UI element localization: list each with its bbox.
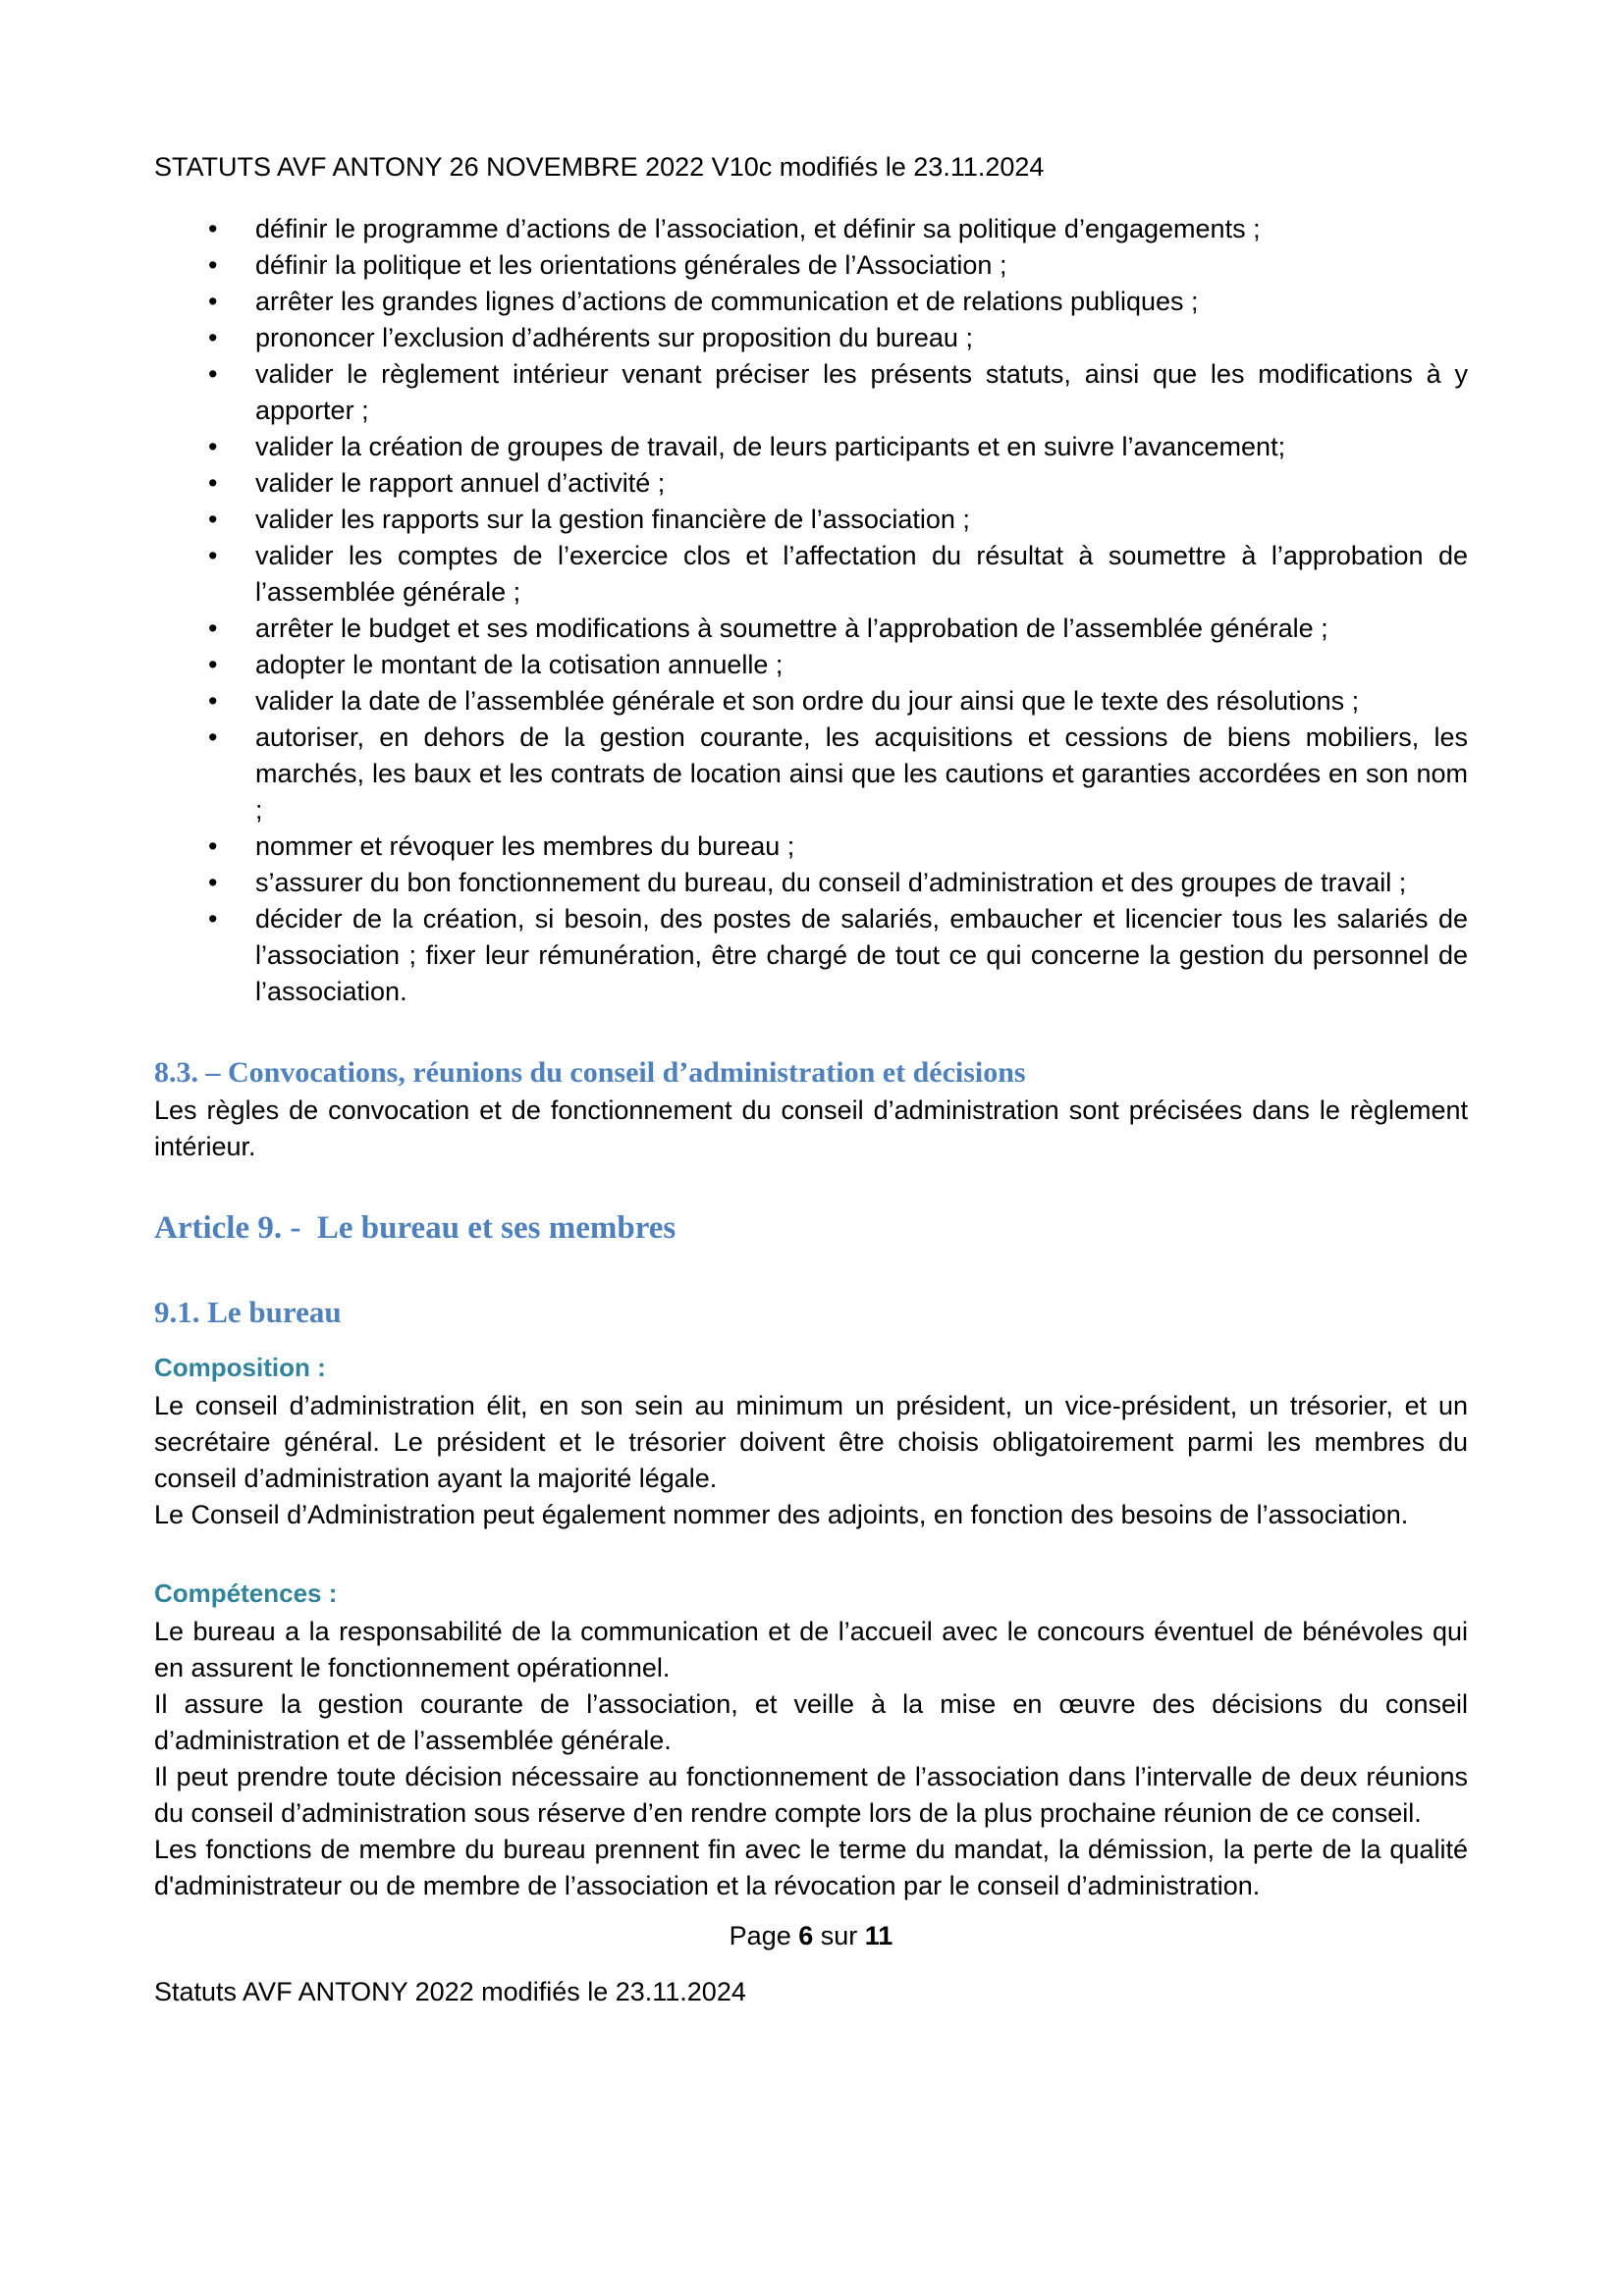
- list-item: [208, 247, 1468, 284]
- responsibilities-bullet-list: [154, 211, 1468, 1010]
- page-number-separator: sur: [813, 1921, 865, 1950]
- bullet-marker: •: [208, 722, 218, 752]
- document-header-title: STATUTS AVF ANTONY 26 NOVEMBRE 2022 V10c modifiés le 23.11.2024: [154, 152, 1045, 182]
- list-item-text: s’assurer du bon fonctionnement du bureau, du conseil d’administration et des groupes de travail ;: [255, 868, 1407, 897]
- competences-paragraph: Les fonctions de membre du bureau prennent fin avec le terme du mandat, la démission, la perte de la qualité d'administrateur ou de membre de l’association et la révocation par le conseil d’administration.: [154, 1835, 1468, 1900]
- list-item: [208, 284, 1468, 320]
- list-item-text: valider les rapports sur la gestion financière de l’association ;: [255, 505, 970, 534]
- list-item: [208, 611, 1468, 647]
- list-item: [208, 320, 1468, 356]
- list-item-text: décider de la création, si besoin, des postes de salariés, embaucher et licencier tous les salariés de l’association ; fixer leur rémunération, être chargé de tout ce qui concerne la gestion du personnel de l’association.: [255, 904, 1468, 1006]
- section-heading-9-1: 9.1. Le bureau: [154, 1295, 342, 1329]
- total-page-number: 11: [864, 1921, 893, 1950]
- bullet-marker: •: [208, 650, 218, 679]
- competences-label: Compétences :: [154, 1578, 338, 1608]
- competences-paragraph: Il assure la gestion courante de l’association, et veille à la mise en œuvre des décisions du conseil d’administration et de l’assemblée générale.: [154, 1689, 1468, 1755]
- page-number-prefix: Page: [729, 1921, 799, 1950]
- list-item-text: arrêter le budget et ses modifications à soumettre à l’approbation de l’assemblée générale ;: [255, 614, 1328, 643]
- list-item-text: valider la création de groupes de travail, de leurs participants et en suivre l’avancement;: [255, 432, 1286, 461]
- bullet-marker: •: [208, 323, 218, 352]
- list-item-text: valider la date de l’assemblée générale et son ordre du jour ainsi que le texte des résolutions ;: [255, 686, 1360, 716]
- list-item-text: définir le programme d’actions de l’association, et définir sa politique d’engagements ;: [255, 214, 1261, 243]
- list-item: [208, 429, 1468, 465]
- bullet-marker: •: [208, 359, 218, 389]
- list-item: [208, 465, 1468, 502]
- bullet-marker: •: [208, 868, 218, 897]
- document-footer-note: Statuts AVF ANTONY 2022 modifiés le 23.11.2024: [154, 1977, 746, 2006]
- list-item-text: adopter le montant de la cotisation annuelle ;: [255, 650, 784, 679]
- list-item-text: arrêter les grandes lignes d’actions de communication et de relations publiques ;: [255, 287, 1199, 316]
- bullet-marker: •: [208, 432, 218, 461]
- list-item-text: valider les comptes de l’exercice clos et l’affectation du résultat à soumettre à l’approbation de l’assemblée générale ;: [255, 541, 1468, 607]
- list-item: [208, 538, 1468, 611]
- list-item-text: autoriser, en dehors de la gestion courante, les acquisitions et cessions de biens mobiliers, les marchés, les baux et les contrats de location ainsi que les cautions et garanties accordées en son nom ;: [255, 722, 1468, 825]
- bullet-marker: •: [208, 831, 218, 861]
- section-8-3-paragraph: Les règles de convocation et de fonctionnement du conseil d’administration sont précisées dans le règlement intérieur.: [154, 1095, 1468, 1161]
- list-item-text: valider le règlement intérieur venant préciser les présents statuts, ainsi que les modifications à y apporter ;: [255, 359, 1468, 425]
- list-item: [208, 828, 1468, 865]
- page-number-line: [154, 1918, 1468, 1954]
- bullet-marker: •: [208, 614, 218, 643]
- competences-paragraph: Il peut prendre toute décision nécessaire au fonctionnement de l’association dans l’intervalle de deux réunions du conseil d’administration sous réserve d’en rendre compte lors de la plus prochaine réunion de ce conseil.: [154, 1762, 1468, 1828]
- bullet-marker: •: [208, 541, 218, 570]
- bullet-marker: •: [208, 214, 218, 243]
- current-page-number: 6: [798, 1921, 814, 1950]
- list-item: [208, 720, 1468, 828]
- bullet-marker: •: [208, 505, 218, 534]
- bullet-marker: •: [208, 904, 218, 934]
- article-9-heading: Article 9. - Le bureau et ses membres: [154, 1210, 676, 1246]
- bullet-marker: •: [208, 287, 218, 316]
- section-heading-8-3: 8.3. – Convocations, réunions du conseil d’administration et décisions: [154, 1056, 1026, 1089]
- list-item: [208, 647, 1468, 683]
- list-item-text: nommer et révoquer les membres du bureau ;: [255, 831, 795, 861]
- bullet-marker: •: [208, 250, 218, 280]
- list-item: [208, 865, 1468, 901]
- list-item-text: prononcer l’exclusion d’adhérents sur proposition du bureau ;: [255, 323, 973, 352]
- composition-label: Composition :: [154, 1353, 326, 1382]
- competences-paragraph: Le bureau a la responsabilité de la communication et de l’accueil avec le concours éventuel de bénévoles qui en assurent le fonctionnement opérationnel.: [154, 1617, 1468, 1682]
- list-item: [208, 683, 1468, 720]
- list-item: [208, 356, 1468, 429]
- composition-paragraph: Le Conseil d’Administration peut également nommer des adjoints, en fonction des besoins de l’association.: [154, 1500, 1409, 1529]
- list-item: [208, 901, 1468, 1010]
- list-item: [208, 502, 1468, 538]
- bullet-marker: •: [208, 686, 218, 716]
- composition-paragraph: Le conseil d’administration élit, en son sein au minimum un président, un vice-président, un trésorier, et un secrétaire général. Le président et le trésorier doivent être choisis obligatoirement parmi les membres du conseil d’administration ayant la majorité légale.: [154, 1391, 1468, 1493]
- bullet-marker: •: [208, 468, 218, 498]
- list-item-text: définir la politique et les orientations générales de l’Association ;: [255, 250, 1007, 280]
- list-item-text: valider le rapport annuel d’activité ;: [255, 468, 666, 498]
- list-item: [208, 211, 1468, 247]
